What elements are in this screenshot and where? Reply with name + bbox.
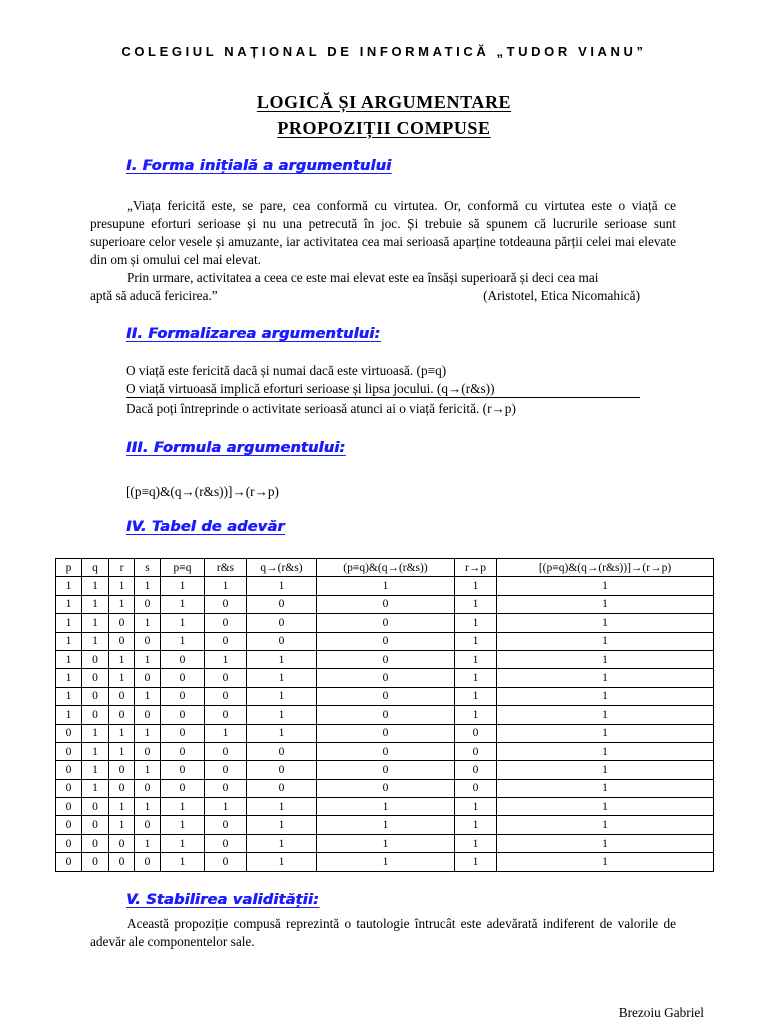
- table-cell: 0: [247, 595, 317, 613]
- table-cell: 1: [56, 650, 82, 668]
- table-cell: 1: [109, 798, 135, 816]
- table-row: [56, 779, 714, 797]
- table-cell: 0: [82, 687, 109, 705]
- table-cell: 1: [109, 669, 135, 687]
- table-cell: 1: [317, 834, 455, 852]
- table-cell: 0: [135, 816, 161, 834]
- table-cell: 1: [497, 742, 714, 760]
- table-cell: 1: [455, 853, 497, 871]
- column-header: (p≡q)&(q→(r&s)): [317, 559, 455, 577]
- table-cell: 1: [247, 816, 317, 834]
- table-cell: 1: [497, 577, 714, 595]
- premise-1: O viață este fericită dacă și numai dacă este virtuoasă. (p≡q): [126, 363, 447, 378]
- table-cell: 0: [247, 761, 317, 779]
- table-cell: 0: [56, 816, 82, 834]
- table-cell: 0: [317, 706, 455, 724]
- column-header: [(p≡q)&(q→(r&s))]→(r→p): [497, 559, 714, 577]
- table-cell: 0: [82, 706, 109, 724]
- table-cell: 1: [135, 834, 161, 852]
- table-cell: 1: [56, 706, 82, 724]
- table-cell: 0: [317, 595, 455, 613]
- table-cell: 0: [247, 614, 317, 632]
- table-cell: 0: [205, 761, 247, 779]
- table-cell: 1: [135, 724, 161, 742]
- table-cell: 0: [82, 816, 109, 834]
- table-cell: 0: [56, 761, 82, 779]
- table-cell: 1: [135, 614, 161, 632]
- table-row: [56, 632, 714, 650]
- table-cell: 0: [161, 706, 205, 724]
- table-cell: 1: [497, 595, 714, 613]
- table-row: [56, 724, 714, 742]
- table-row: [56, 742, 714, 760]
- table-cell: 1: [82, 595, 109, 613]
- table-cell: 0: [205, 706, 247, 724]
- table-cell: 1: [247, 687, 317, 705]
- table-cell: 1: [56, 669, 82, 687]
- table-cell: 1: [497, 779, 714, 797]
- validity-paragraph: Această propoziție compusă reprezintă o tautologie întrucât este adevărată indiferent de valorile de adevăr ale componentelor sale.: [90, 916, 676, 949]
- table-cell: 1: [455, 614, 497, 632]
- table-cell: 1: [135, 577, 161, 595]
- table-cell: 0: [247, 632, 317, 650]
- table-cell: 1: [497, 798, 714, 816]
- table-cell: 1: [82, 724, 109, 742]
- table-header-row: [56, 559, 714, 577]
- table-cell: 1: [497, 669, 714, 687]
- quote-paragraph-2: Prin urmare, activitatea a ceea ce este mai elevat este ea însăși superioară și deci cea mai: [127, 270, 599, 285]
- table-cell: 1: [497, 614, 714, 632]
- table-cell: 1: [455, 834, 497, 852]
- quote-last-line: [90, 287, 676, 305]
- table-cell: 1: [161, 614, 205, 632]
- table-cell: 0: [82, 834, 109, 852]
- table-cell: 0: [109, 632, 135, 650]
- quote-citation: (Aristotel, Etica Nicomahică): [483, 288, 640, 303]
- table-cell: 1: [161, 577, 205, 595]
- table-cell: 0: [247, 779, 317, 797]
- table-cell: 1: [161, 816, 205, 834]
- table-cell: 0: [161, 779, 205, 797]
- column-header: q→(r&s): [247, 559, 317, 577]
- section-4-heading: IV. Tabel de adevăr: [126, 519, 285, 535]
- table-cell: 1: [161, 632, 205, 650]
- table-cell: 0: [161, 650, 205, 668]
- table-cell: 0: [135, 669, 161, 687]
- table-cell: 0: [56, 853, 82, 871]
- table-row: [56, 577, 714, 595]
- table-cell: 0: [455, 742, 497, 760]
- table-cell: 1: [82, 614, 109, 632]
- table-cell: 0: [109, 706, 135, 724]
- table-row: [56, 798, 714, 816]
- table-row: [56, 687, 714, 705]
- table-cell: 0: [56, 798, 82, 816]
- table-cell: 0: [317, 724, 455, 742]
- table-row: [56, 761, 714, 779]
- table-cell: 0: [247, 742, 317, 760]
- table-cell: 0: [56, 742, 82, 760]
- table-cell: 1: [82, 632, 109, 650]
- table-cell: 1: [135, 761, 161, 779]
- document-title: LOGICĂ ȘI ARGUMENTARE: [256, 92, 512, 112]
- table-cell: 1: [455, 595, 497, 613]
- table-cell: 1: [455, 632, 497, 650]
- table-row: [56, 834, 714, 852]
- table-cell: 1: [109, 650, 135, 668]
- table-cell: 0: [109, 853, 135, 871]
- table-cell: 0: [56, 834, 82, 852]
- table-row: [56, 650, 714, 668]
- table-cell: 0: [56, 779, 82, 797]
- table-cell: 1: [56, 632, 82, 650]
- table-cell: 1: [247, 853, 317, 871]
- table-cell: 1: [205, 798, 247, 816]
- document-subtitle: PROPOZIȚII COMPUSE: [277, 118, 491, 138]
- table-cell: 1: [455, 577, 497, 595]
- table-cell: 1: [161, 834, 205, 852]
- table-cell: 0: [82, 798, 109, 816]
- table-cell: 1: [455, 650, 497, 668]
- table-cell: 1: [82, 742, 109, 760]
- table-cell: 0: [82, 669, 109, 687]
- table-cell: 1: [82, 761, 109, 779]
- table-cell: 0: [205, 687, 247, 705]
- table-cell: 1: [135, 687, 161, 705]
- table-cell: 0: [82, 853, 109, 871]
- section-2-heading: II. Formalizarea argumentului:: [126, 326, 381, 342]
- conclusion-line: Dacă poți întreprinde o activitate serioasă atunci ai o viață fericită. (r→p): [126, 401, 516, 416]
- table-cell: 0: [135, 779, 161, 797]
- table-cell: 0: [317, 614, 455, 632]
- table-row: [56, 816, 714, 834]
- column-header: r: [109, 559, 135, 577]
- table-cell: 1: [317, 816, 455, 834]
- column-header: r&s: [205, 559, 247, 577]
- table-cell: 1: [497, 706, 714, 724]
- table-cell: 0: [161, 687, 205, 705]
- author-signature: Brezoiu Gabriel: [618, 1005, 704, 1020]
- table-cell: 1: [455, 816, 497, 834]
- table-cell: 1: [135, 650, 161, 668]
- table-cell: 0: [56, 724, 82, 742]
- table-cell: 0: [109, 779, 135, 797]
- table-cell: 0: [135, 706, 161, 724]
- argument-formula: [(p≡q)&(q→(r&s))]→(r→p): [126, 484, 279, 499]
- table-cell: 1: [455, 669, 497, 687]
- table-cell: 1: [497, 687, 714, 705]
- table-cell: 1: [497, 816, 714, 834]
- table-cell: 1: [247, 724, 317, 742]
- table-cell: 0: [317, 761, 455, 779]
- table-cell: 0: [161, 742, 205, 760]
- table-row: [56, 853, 714, 871]
- table-cell: 1: [82, 577, 109, 595]
- table-cell: 0: [205, 595, 247, 613]
- table-cell: 1: [497, 761, 714, 779]
- table-cell: 0: [455, 724, 497, 742]
- table-cell: 0: [109, 834, 135, 852]
- table-cell: 1: [109, 742, 135, 760]
- table-cell: 1: [455, 798, 497, 816]
- table-cell: 0: [82, 650, 109, 668]
- table-cell: 0: [317, 632, 455, 650]
- table-cell: 1: [56, 595, 82, 613]
- table-cell: 1: [317, 577, 455, 595]
- table-cell: 1: [56, 577, 82, 595]
- table-cell: 1: [247, 650, 317, 668]
- table-cell: 1: [247, 706, 317, 724]
- table-cell: 0: [205, 779, 247, 797]
- truth-table: [55, 558, 714, 872]
- table-cell: 0: [455, 761, 497, 779]
- table-row: [56, 706, 714, 724]
- column-header: s: [135, 559, 161, 577]
- table-cell: 0: [109, 687, 135, 705]
- table-cell: 1: [109, 577, 135, 595]
- column-header: p≡q: [161, 559, 205, 577]
- table-cell: 0: [317, 742, 455, 760]
- table-cell: 1: [109, 595, 135, 613]
- table-cell: 0: [205, 632, 247, 650]
- table-cell: 1: [161, 853, 205, 871]
- section-1-heading: I. Forma inițială a argumentului: [126, 158, 392, 174]
- table-cell: 1: [109, 724, 135, 742]
- table-cell: 0: [135, 853, 161, 871]
- table-cell: 0: [317, 669, 455, 687]
- section-5-heading: V. Stabilirea validității:: [126, 892, 319, 908]
- table-cell: 0: [135, 742, 161, 760]
- column-header: r→p: [455, 559, 497, 577]
- table-cell: 0: [205, 742, 247, 760]
- table-cell: 1: [135, 798, 161, 816]
- table-cell: 1: [247, 577, 317, 595]
- table-cell: 0: [135, 595, 161, 613]
- table-cell: 0: [161, 669, 205, 687]
- table-cell: 0: [455, 779, 497, 797]
- table-cell: 0: [205, 816, 247, 834]
- table-row: [56, 669, 714, 687]
- premise-2: O viață virtuoasă implică eforturi serioase și lipsa jocului. (q→(r&s)): [126, 380, 640, 398]
- table-cell: 1: [205, 724, 247, 742]
- table-cell: 1: [497, 834, 714, 852]
- table-cell: 1: [497, 724, 714, 742]
- table-cell: 1: [317, 853, 455, 871]
- table-cell: 1: [56, 687, 82, 705]
- table-cell: 0: [205, 669, 247, 687]
- table-row: [56, 595, 714, 613]
- table-cell: 0: [205, 834, 247, 852]
- table-cell: 1: [455, 687, 497, 705]
- school-name: COLEGIUL NAȚIONAL DE INFORMATICĂ „TUDOR VIANU”: [121, 44, 647, 59]
- table-cell: 1: [497, 853, 714, 871]
- table-cell: 1: [205, 577, 247, 595]
- table-cell: 1: [247, 834, 317, 852]
- table-row: [56, 614, 714, 632]
- table-cell: 0: [317, 650, 455, 668]
- table-cell: 0: [135, 632, 161, 650]
- table-cell: 1: [497, 632, 714, 650]
- table-cell: 1: [82, 779, 109, 797]
- table-cell: 1: [161, 595, 205, 613]
- table-cell: 0: [205, 614, 247, 632]
- table-cell: 0: [205, 853, 247, 871]
- column-header: q: [82, 559, 109, 577]
- table-cell: 1: [205, 650, 247, 668]
- table-cell: 0: [317, 779, 455, 797]
- column-header: p: [56, 559, 82, 577]
- table-cell: 0: [161, 724, 205, 742]
- table-cell: 0: [317, 687, 455, 705]
- table-cell: 1: [56, 614, 82, 632]
- section-3-heading: III. Formula argumentului:: [126, 440, 346, 456]
- table-cell: 1: [247, 798, 317, 816]
- table-cell: 1: [161, 798, 205, 816]
- quote-paragraph: „Viața fericită este, se pare, cea conformă cu virtutea. Or, conformă cu virtutea este o viață ce presupune eforturi serioase și nu una petrecută în joc. Și trebuie să spunem că lucrurile serioase sunt superioare celor vesele și amuzante, iar activitatea cea mai serioasă aparține totdeauna părții celei mai elevate din om și omului cel mai elevat.: [90, 198, 676, 267]
- table-cell: 1: [109, 816, 135, 834]
- quote-ending: aptă să aducă fericirea.”: [90, 288, 218, 303]
- table-cell: 0: [109, 761, 135, 779]
- table-cell: 1: [317, 798, 455, 816]
- table-cell: 0: [109, 614, 135, 632]
- table-cell: 0: [161, 761, 205, 779]
- table-cell: 1: [247, 669, 317, 687]
- table-cell: 1: [497, 650, 714, 668]
- table-cell: 1: [455, 706, 497, 724]
